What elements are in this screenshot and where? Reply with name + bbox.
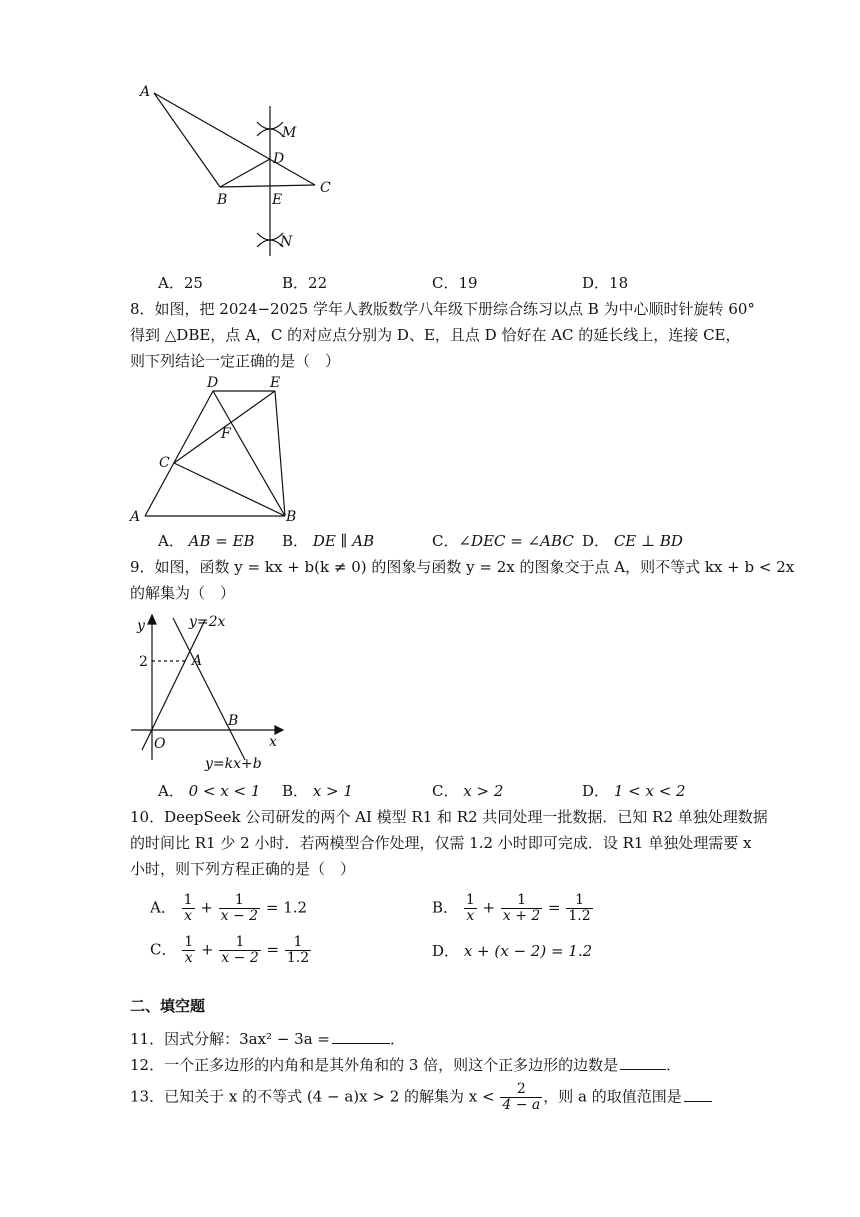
fig7-label-m: M <box>282 125 297 141</box>
q10-option-a: A． $\frac{1}{x}$ + $\frac{1}{x - 2}$ = 1.2 <box>150 892 308 924</box>
fig7-label-a: A <box>140 84 151 100</box>
figure-q9 <box>125 610 290 775</box>
fig9-line-2x: y=2x <box>189 614 226 630</box>
fig7-label-c: C <box>320 180 331 196</box>
fig9-tick-2: 2 <box>139 654 148 670</box>
fig8-label-d: D <box>207 376 219 391</box>
q8-option-d: D． CE ⊥ BD <box>582 532 683 550</box>
q9-option-c: C． x > 2 <box>432 782 504 800</box>
q10-option-b: B． $\frac{1}{x}$ + $\frac{1}{x + 2}$ = $\frac{1}{1.2}$ <box>432 892 591 924</box>
fig8-label-c: C <box>159 455 170 471</box>
fig8-label-b: B <box>286 509 297 525</box>
fig9-label-b: B <box>228 713 239 729</box>
figure-q8 <box>125 376 305 526</box>
q7-option-d: D．18 <box>582 274 629 292</box>
q13: 13．已知关于 x 的不等式 (4 − a)x > 2 的解集为 x < $\frac{2}{4 - a}$ ，则 a 的取值范围是 <box>130 1082 712 1113</box>
fig9-y-axis: y <box>137 618 145 634</box>
fig8-label-a: A <box>130 509 141 525</box>
q8-line-2: 得到 △DBE，点 A，C 的对应点分别为 D、E，且点 D 恰好在 AC 的延长线上，连接 CE， <box>130 326 741 344</box>
q12: 12．一个正多边形的内角和是其外角和的 3 倍，则这个正多边形的边数是 ． <box>130 1056 682 1074</box>
fig7-label-b: B <box>217 192 228 208</box>
q8-line-1: 8．如图，把 2024−2025 学年人教版数学八年级下册综合练习以点 B 为中心顺时针旋转 60° <box>130 300 755 318</box>
q8-option-c: C．∠DEC = ∠ABC <box>432 532 574 550</box>
q10-option-c: C． $\frac{1}{x}$ + $\frac{1}{x - 2}$ = $\frac{1}{1.2}$ <box>150 934 310 966</box>
q9-line-2: 的解集为（ ） <box>130 584 236 602</box>
q9-line-1: 9．如图，函数 y = kx + b(k ≠ 0) 的图象与函数 y = 2x 的图象交于点 A，则不等式 kx + b < 2x <box>130 558 795 576</box>
q8-line-3: 则下列结论一定正确的是（ ） <box>130 352 341 370</box>
fig9-label-a: A <box>192 653 203 669</box>
figure-q7 <box>130 78 350 260</box>
fig7-label-d: D <box>273 151 285 167</box>
q8-option-a: A． AB = EB <box>158 532 255 550</box>
q7-option-b: B．22 <box>282 274 328 292</box>
fig7-label-n: N <box>280 234 293 250</box>
q10-option-d: D． x + (x − 2) = 1.2 <box>432 942 593 960</box>
q9-option-a: A． 0 < x < 1 <box>158 782 261 800</box>
section-fill-in: 二、填空题 <box>130 997 206 1015</box>
q7-option-c: C．19 <box>432 274 478 292</box>
fig7-label-e: E <box>272 192 283 208</box>
fig8-label-e: E <box>270 376 281 391</box>
q10-line-1: 10．DeepSeek 公司研发的两个 AI 模型 R1 和 R2 共同处理一批数据．已知 R2 单独处理数据 <box>130 808 768 826</box>
q10-line-3: 小时，则下列方程正确的是（ ） <box>130 860 356 878</box>
fig9-line-kxb: y=kx+b <box>205 756 262 772</box>
q7-option-a: A．25 <box>158 274 203 292</box>
fig9-label-o: O <box>154 736 166 752</box>
fig9-x-axis: x <box>269 734 277 750</box>
q10-line-2: 的时间比 R1 少 2 小时．若两模型合作处理，仅需 1.2 小时即可完成．设 R1 单独处理需要 x <box>130 834 752 852</box>
q9-option-b: B． x > 1 <box>282 782 353 800</box>
q8-option-b: B． DE ∥ AB <box>282 532 375 550</box>
q9-option-d: D． 1 < x < 2 <box>582 782 686 800</box>
fig8-label-f: F <box>221 426 231 442</box>
q11: 11．因式分解：3ax² − 3a = ． <box>130 1030 405 1048</box>
